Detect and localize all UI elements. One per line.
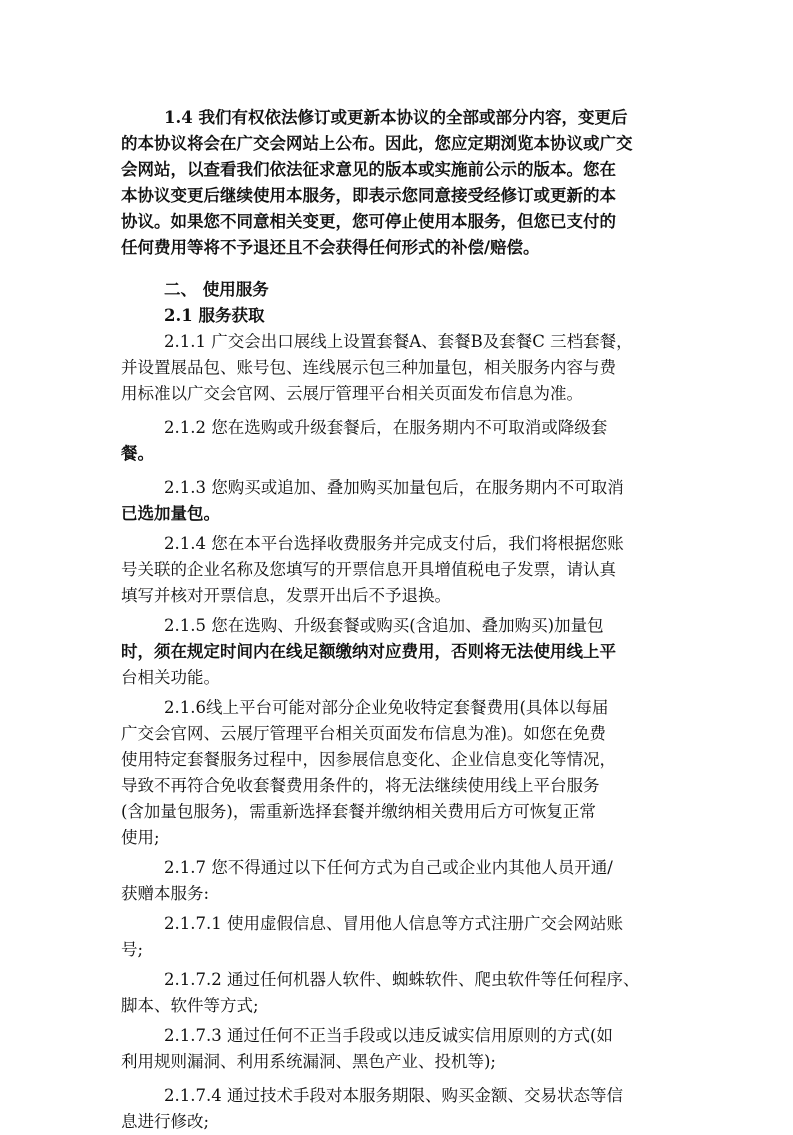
clause-2-1-3 <box>121 475 681 527</box>
clause-line: 广交会官网、云展厅管理平台相关页面发布信息为准)。如您在免费 <box>121 724 606 743</box>
clause-line: 使用特定套餐服务过程中，因参展信息变化、企业信息变化等情况， <box>121 750 616 769</box>
clause-line: 用标准以广交会官网、云展厅管理平台相关页面发布信息为准。 <box>121 384 583 403</box>
clause-2-1-1 <box>121 329 681 407</box>
clause-line: 号; <box>121 940 144 959</box>
clause-line: 2.1.7.4 通过技术手段对本服务期限、购买金额、交易状态等信 <box>164 1086 623 1105</box>
clause-1-4-line: 本协议变更后继续使用本服务，即表示您同意接受经修订或更新的本 <box>121 186 616 205</box>
clause-line: 2.1.7.1 使用虚假信息、冒用他人信息等方式注册广交会网站账 <box>164 914 623 933</box>
clause-1-4-line: 任何费用等将不予退还且不会获得任何形式的补偿/赔偿。 <box>121 238 540 257</box>
clause-1-4-line: 会网站，以查看我们依法征求意见的版本或实施前公示的版本。您在 <box>121 160 616 179</box>
section-heading: 二、 使用服务 <box>164 280 269 299</box>
clause-2-1-7-4 <box>121 1083 681 1135</box>
clause-line: 2.1.6线上平台可能对部分企业免收特定套餐费用(具体以每届 <box>164 698 609 717</box>
clause-line: 2.1.2 您在选购或升级套餐后，在服务期内不可取消或降级套 <box>164 418 608 437</box>
clause-line: 2.1.3 您购买或追加、叠加购买加量包后，在服务期内不可取消 <box>164 478 624 497</box>
clause-line: 台相关功能。 <box>121 668 220 687</box>
clause-line: 填写并核对开票信息，发票开出后不予退换。 <box>121 586 451 605</box>
clause-2-1-7-3 <box>121 1023 681 1075</box>
clause-line: (含加量包服务)，需重新选择套餐并缴纳相关费用后方可恢复正常 <box>121 802 596 821</box>
clause-1-4-line: 协议。如果您不同意相关变更，您可停止使用本服务，但您已支付的 <box>121 212 616 231</box>
clause-2-1-6 <box>121 695 681 851</box>
clause-line: 号关联的企业名称及您填写的开票信息开具增值税电子发票，请认真 <box>121 560 616 579</box>
clause-line: 已选加量包。 <box>121 504 220 523</box>
clause-1-4-line: 1.4 我们有权依法修订或更新本协议的全部或部分内容，变更后 <box>164 108 628 127</box>
subsection-heading: 2.1 服务获取 <box>164 306 265 325</box>
clause-line: 获赠本服务: <box>121 884 210 903</box>
clause-line: 息进行修改; <box>121 1112 210 1131</box>
clause-line: 餐。 <box>121 444 154 463</box>
clause-line: 2.1.7.2 通过任何机器人软件、蜘蛛软件、爬虫软件等任何程序、 <box>164 970 640 989</box>
clause-line: 并设置展品包、账号包、连线展示包三种加量包，相关服务内容与费 <box>121 358 616 377</box>
clause-2-1-2 <box>121 415 681 467</box>
clause-line: 使用; <box>121 828 160 847</box>
clause-2-1-4 <box>121 531 681 609</box>
clause-line: 脚本、软件等方式; <box>121 996 259 1015</box>
clause-2-1-5 <box>121 613 681 691</box>
clause-1-4 <box>121 105 681 261</box>
clause-line: 导致不再符合免收套餐费用条件的，将无法继续使用线上平台服务 <box>121 776 600 795</box>
clause-line: 2.1.4 您在本平台选择收费服务并完成支付后，我们将根据您账 <box>164 534 624 553</box>
clause-2-1-7 <box>121 855 681 907</box>
clause-2-1-7-2 <box>121 967 681 1019</box>
clause-line: 2.1.7 您不得通过以下任何方式为自己或企业内其他人员开通/ <box>164 858 613 877</box>
clause-2-1-7-1 <box>121 911 681 963</box>
clause-line: 2.1.1 广交会出口展线上设置套餐A、套餐B及套餐C 三档套餐， <box>164 332 633 351</box>
clause-1-4-line: 的本协议将会在广交会网站上公布。因此，您应定期浏览本协议或广交 <box>121 134 633 153</box>
clause-line: 时，须在规定时间内在线足额缴纳对应费用，否则将无法使用线上平 <box>121 642 616 661</box>
clause-line: 2.1.5 您在选购、升级套餐或购买(含追加、叠加购买)加量包 <box>164 616 604 635</box>
section-2 <box>121 277 681 1135</box>
clause-line: 2.1.7.3 通过任何不正当手段或以违反诚实信用原则的方式(如 <box>164 1026 613 1045</box>
clause-line: 利用规则漏洞、利用系统漏洞、黑色产业、投机等); <box>121 1052 496 1071</box>
